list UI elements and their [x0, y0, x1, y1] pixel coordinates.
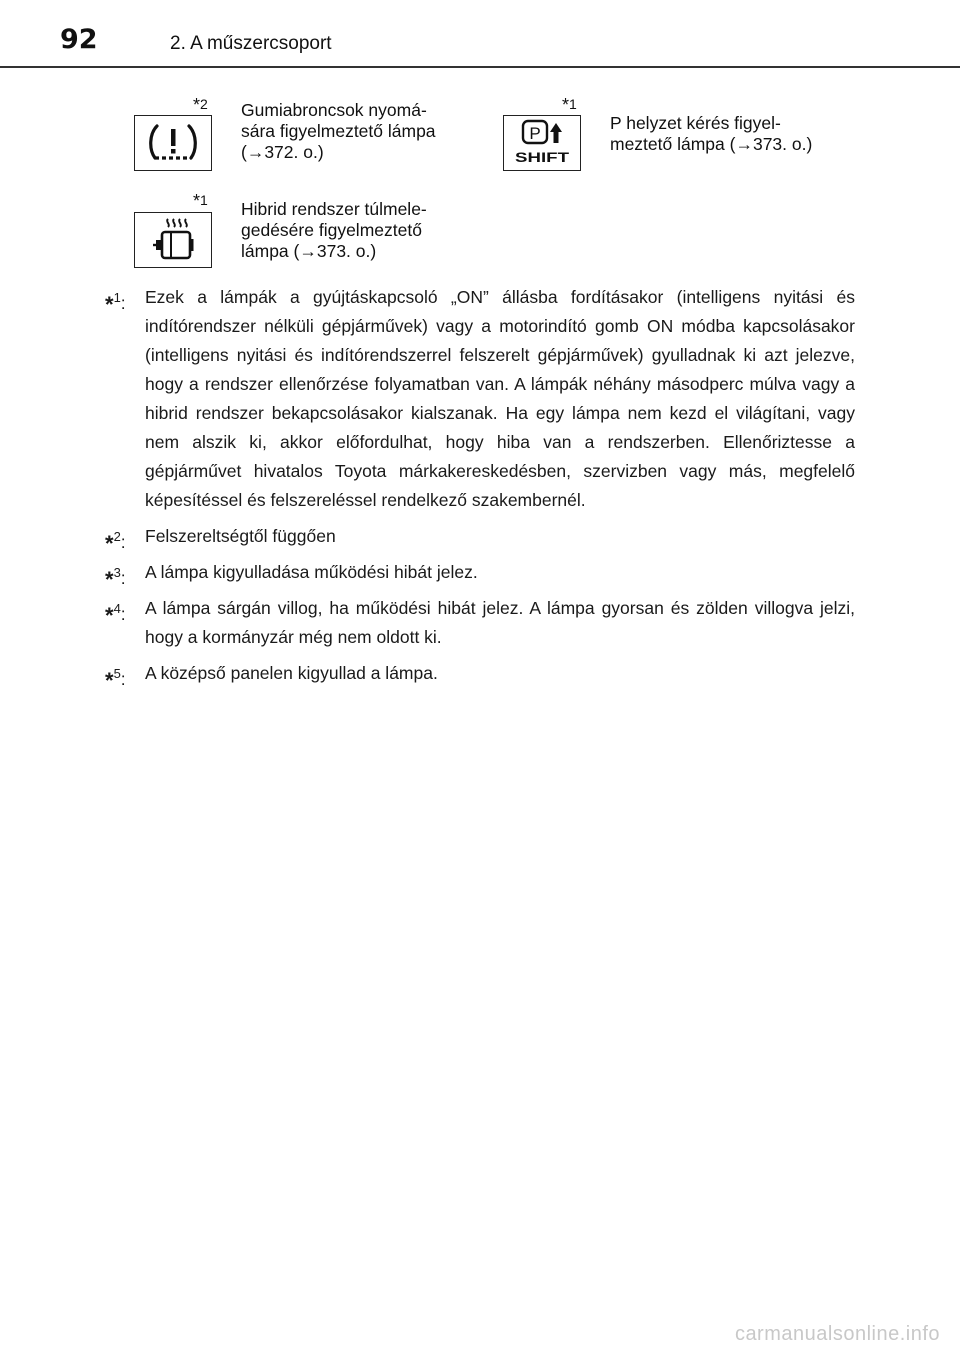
- footnote: [105, 659, 855, 693]
- lamp-footnote-marker: *2: [193, 95, 208, 115]
- footnote: [105, 283, 855, 515]
- footnote: [105, 558, 855, 592]
- p-letter: P: [529, 124, 541, 143]
- hybrid-overheat-warning-icon: [143, 216, 203, 264]
- footnote-text: Ezek a lámpák a gyújtáskapcsoló „ON” állásba fordításakor (intelligens nyitási és indítórendszer nélküli gépjárművek) vagy a motorindító gomb ON módba kapcsolásakor (intelligens nyitási és indítórendszerrel felszerelt gépjárművek) gyulladnak ki azt jelezve, hogy a rendszer ellenőrzése folyamatban van. A lámpák néhány másodperc múlva vagy a hibrid rendszer bekapcsolásakor kialszanak. Ha egy lámpa nem kezd el világítani, vagy nem alszik ki, akkor előfordulhat, hogy hiba van a rendszerben. Ellenőriztesse a gépjárművet hivatalos Toyota márkakereskedésben, szervizben vagy más, megfelelő képesítéssel és felszereléssel rendelkező szakembernél.: [145, 287, 855, 510]
- header-rule: [0, 66, 960, 68]
- footnote: [105, 522, 855, 556]
- watermark: carmanualsonline.info: [734, 1323, 940, 1345]
- footnote-text: A középső panelen kigyullad a lámpa.: [145, 663, 438, 683]
- footnote-text: Felszereltségtől függően: [145, 526, 336, 546]
- tire-pressure-warning-icon: [143, 120, 203, 166]
- footnote-key: *$^5$:: [105, 666, 126, 693]
- lamp-icon-frame: [503, 115, 581, 171]
- lamp-description: Hibrid rendszer túlmele- gedésére figyelmeztető lámpa (→373. o.): [241, 199, 427, 261]
- p-shift-warning-icon: [509, 119, 575, 167]
- lamp-footnote-marker: *1: [562, 95, 577, 115]
- chapter-title: 2. A műszercsoport: [170, 33, 332, 54]
- footnote-key: *$^1$:: [105, 290, 126, 317]
- lamp-description: P helyzet kérés figyel- meztető lámpa (→373. o.): [610, 113, 813, 154]
- footnote-key: *$^3$:: [105, 565, 126, 592]
- lamp-description: Gumiabroncsok nyomá- sára figyelmeztető lámpa (→372. o.): [241, 100, 436, 162]
- lamp-icon-frame: [134, 212, 212, 268]
- page-header: [0, 0, 960, 70]
- footnote-key: *$^4$:: [105, 601, 126, 628]
- footnote-key: *$^2$:: [105, 529, 126, 556]
- shift-label: SHIFT: [515, 149, 570, 165]
- footnote-text: A lámpa kigyulladása működési hibát jelez.: [145, 562, 478, 582]
- footnote-text: A lámpa sárgán villog, ha működési hibát jelez. A lámpa gyorsan és zölden villogva jelzi, hogy a kormányzár még nem oldott ki.: [145, 598, 855, 647]
- lamp-icon-frame: [134, 115, 212, 171]
- footnotes: [105, 283, 855, 695]
- lamp-footnote-marker: *1: [193, 191, 208, 211]
- footnote: [105, 594, 855, 652]
- page-number: 92: [60, 24, 98, 55]
